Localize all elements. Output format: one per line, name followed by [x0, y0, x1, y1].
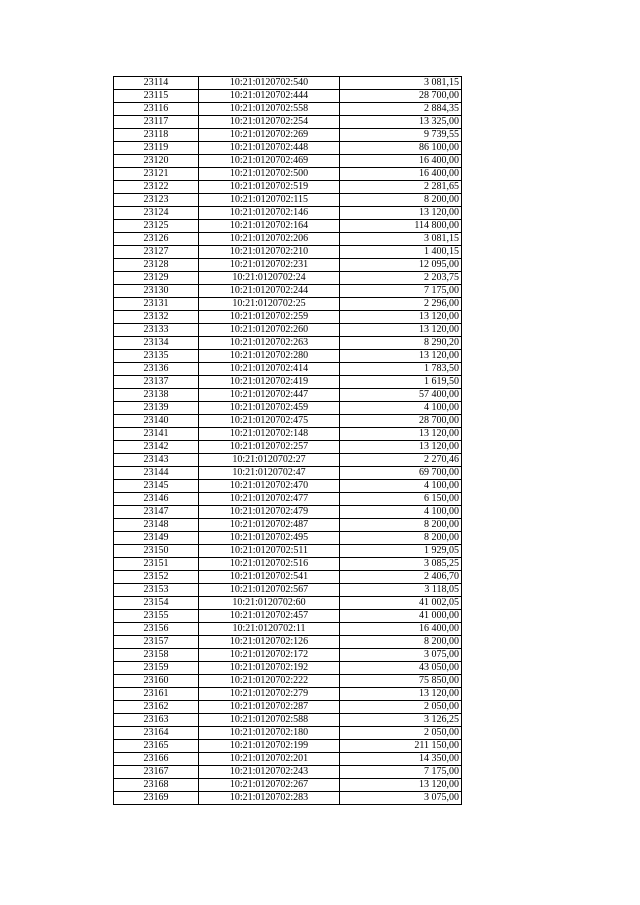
row-number-cell: 23166: [114, 753, 199, 766]
table-row: [114, 376, 462, 389]
row-number-cell: 23162: [114, 701, 199, 714]
cadastral-number-cell: 10:21:0120702:267: [199, 779, 340, 792]
cadastral-number-cell: 10:21:0120702:519: [199, 181, 340, 194]
value-cell: 13 325,00: [340, 116, 462, 129]
cadastral-number-cell: 10:21:0120702:457: [199, 610, 340, 623]
row-number-cell: 23156: [114, 623, 199, 636]
value-cell: 2 406,70: [340, 571, 462, 584]
value-cell: 6 150,00: [340, 493, 462, 506]
value-cell: 13 120,00: [340, 428, 462, 441]
table-row: [114, 558, 462, 571]
row-number-cell: 23146: [114, 493, 199, 506]
table-row: [114, 441, 462, 454]
cadastral-number-cell: 10:21:0120702:511: [199, 545, 340, 558]
value-cell: 57 400,00: [340, 389, 462, 402]
cadastral-number-cell: 10:21:0120702:477: [199, 493, 340, 506]
value-cell: 3 081,15: [340, 77, 462, 90]
table-row: [114, 207, 462, 220]
table-row: [114, 571, 462, 584]
table-row: [114, 532, 462, 545]
value-cell: 13 120,00: [340, 350, 462, 363]
value-cell: 41 000,00: [340, 610, 462, 623]
table-row: [114, 259, 462, 272]
cadastral-number-cell: 10:21:0120702:495: [199, 532, 340, 545]
table-row: [114, 766, 462, 779]
cadastral-number-cell: 10:21:0120702:444: [199, 90, 340, 103]
value-cell: 13 120,00: [340, 207, 462, 220]
table-row: [114, 246, 462, 259]
row-number-cell: 23128: [114, 259, 199, 272]
value-cell: 16 400,00: [340, 168, 462, 181]
row-number-cell: 23119: [114, 142, 199, 155]
table-row: [114, 272, 462, 285]
value-cell: 9 739,55: [340, 129, 462, 142]
row-number-cell: 23167: [114, 766, 199, 779]
row-number-cell: 23122: [114, 181, 199, 194]
value-cell: 2 296,00: [340, 298, 462, 311]
row-number-cell: 23123: [114, 194, 199, 207]
row-number-cell: 23158: [114, 649, 199, 662]
table-row: [114, 116, 462, 129]
value-cell: 12 095,00: [340, 259, 462, 272]
row-number-cell: 23169: [114, 792, 199, 805]
table-row: [114, 792, 462, 805]
table-row: [114, 649, 462, 662]
table-row: [114, 233, 462, 246]
row-number-cell: 23117: [114, 116, 199, 129]
row-number-cell: 23129: [114, 272, 199, 285]
value-cell: 4 100,00: [340, 506, 462, 519]
cadastral-number-cell: 10:21:0120702:287: [199, 701, 340, 714]
table-row: [114, 350, 462, 363]
value-cell: 43 050,00: [340, 662, 462, 675]
cadastral-number-cell: 10:21:0120702:283: [199, 792, 340, 805]
table-row: [114, 519, 462, 532]
row-number-cell: 23141: [114, 428, 199, 441]
value-cell: 1 619,50: [340, 376, 462, 389]
table-row: [114, 675, 462, 688]
row-number-cell: 23116: [114, 103, 199, 116]
table-row: [114, 90, 462, 103]
table-row: [114, 389, 462, 402]
row-number-cell: 23153: [114, 584, 199, 597]
cadastral-number-cell: 10:21:0120702:164: [199, 220, 340, 233]
value-cell: 16 400,00: [340, 623, 462, 636]
cadastral-number-cell: 10:21:0120702:244: [199, 285, 340, 298]
table-row: [114, 402, 462, 415]
table-row: [114, 623, 462, 636]
cadastral-number-cell: 10:21:0120702:419: [199, 376, 340, 389]
value-cell: 3 075,00: [340, 649, 462, 662]
cadastral-number-cell: 10:21:0120702:448: [199, 142, 340, 155]
cadastral-number-cell: 10:21:0120702:210: [199, 246, 340, 259]
row-number-cell: 23152: [114, 571, 199, 584]
table-row: [114, 428, 462, 441]
row-number-cell: 23155: [114, 610, 199, 623]
value-cell: 13 120,00: [340, 779, 462, 792]
row-number-cell: 23161: [114, 688, 199, 701]
row-number-cell: 23145: [114, 480, 199, 493]
cadastral-number-cell: 10:21:0120702:414: [199, 363, 340, 376]
row-number-cell: 23118: [114, 129, 199, 142]
value-cell: 2 050,00: [340, 727, 462, 740]
table-row: [114, 285, 462, 298]
value-cell: 28 700,00: [340, 90, 462, 103]
table-row: [114, 740, 462, 753]
row-number-cell: 23132: [114, 311, 199, 324]
cadastral-number-cell: 10:21:0120702:470: [199, 480, 340, 493]
row-number-cell: 23121: [114, 168, 199, 181]
value-cell: 1 783,50: [340, 363, 462, 376]
row-number-cell: 23131: [114, 298, 199, 311]
value-cell: 7 175,00: [340, 285, 462, 298]
row-number-cell: 23142: [114, 441, 199, 454]
value-cell: 8 200,00: [340, 636, 462, 649]
table-row: [114, 324, 462, 337]
table-row: [114, 610, 462, 623]
value-cell: 4 100,00: [340, 480, 462, 493]
cadastral-number-cell: 10:21:0120702:475: [199, 415, 340, 428]
value-cell: 3 085,25: [340, 558, 462, 571]
table-row: [114, 480, 462, 493]
table-row: [114, 467, 462, 480]
cadastral-number-cell: 10:21:0120702:11: [199, 623, 340, 636]
table-row: [114, 662, 462, 675]
cadastral-number-cell: 10:21:0120702:126: [199, 636, 340, 649]
cadastral-number-cell: 10:21:0120702:24: [199, 272, 340, 285]
table-row: [114, 779, 462, 792]
row-number-cell: 23150: [114, 545, 199, 558]
table-row: [114, 545, 462, 558]
row-number-cell: 23115: [114, 90, 199, 103]
table-row: [114, 142, 462, 155]
cadastral-number-cell: 10:21:0120702:259: [199, 311, 340, 324]
cadastral-number-cell: 10:21:0120702:172: [199, 649, 340, 662]
value-cell: 4 100,00: [340, 402, 462, 415]
table-row: [114, 103, 462, 116]
value-cell: 16 400,00: [340, 155, 462, 168]
cadastral-number-cell: 10:21:0120702:279: [199, 688, 340, 701]
cadastral-number-cell: 10:21:0120702:199: [199, 740, 340, 753]
table-row: [114, 194, 462, 207]
value-cell: 2 884,35: [340, 103, 462, 116]
row-number-cell: 23159: [114, 662, 199, 675]
value-cell: 211 150,00: [340, 740, 462, 753]
value-cell: 13 120,00: [340, 311, 462, 324]
cadastral-number-cell: 10:21:0120702:487: [199, 519, 340, 532]
row-number-cell: 23165: [114, 740, 199, 753]
row-number-cell: 23114: [114, 77, 199, 90]
cadastral-number-cell: 10:21:0120702:192: [199, 662, 340, 675]
value-cell: 1 929,05: [340, 545, 462, 558]
value-cell: 69 700,00: [340, 467, 462, 480]
value-cell: 8 200,00: [340, 194, 462, 207]
row-number-cell: 23137: [114, 376, 199, 389]
row-number-cell: 23160: [114, 675, 199, 688]
cadastral-number-cell: 10:21:0120702:469: [199, 155, 340, 168]
data-table: [113, 76, 462, 805]
cadastral-number-cell: 10:21:0120702:243: [199, 766, 340, 779]
row-number-cell: 23140: [114, 415, 199, 428]
row-number-cell: 23157: [114, 636, 199, 649]
table-row: [114, 714, 462, 727]
table-row: [114, 363, 462, 376]
cadastral-number-cell: 10:21:0120702:201: [199, 753, 340, 766]
table-row: [114, 155, 462, 168]
cadastral-number-cell: 10:21:0120702:516: [199, 558, 340, 571]
cadastral-number-cell: 10:21:0120702:500: [199, 168, 340, 181]
cadastral-number-cell: 10:21:0120702:280: [199, 350, 340, 363]
row-number-cell: 23120: [114, 155, 199, 168]
value-cell: 8 200,00: [340, 519, 462, 532]
value-cell: 13 120,00: [340, 324, 462, 337]
cadastral-number-cell: 10:21:0120702:269: [199, 129, 340, 142]
row-number-cell: 23144: [114, 467, 199, 480]
row-number-cell: 23135: [114, 350, 199, 363]
row-number-cell: 23130: [114, 285, 199, 298]
value-cell: 3 075,00: [340, 792, 462, 805]
cadastral-number-cell: 10:21:0120702:115: [199, 194, 340, 207]
cadastral-number-cell: 10:21:0120702:567: [199, 584, 340, 597]
table-row: [114, 493, 462, 506]
cadastral-number-cell: 10:21:0120702:206: [199, 233, 340, 246]
cadastral-number-cell: 10:21:0120702:257: [199, 441, 340, 454]
value-cell: 3 126,25: [340, 714, 462, 727]
row-number-cell: 23163: [114, 714, 199, 727]
value-cell: 8 290,20: [340, 337, 462, 350]
table-row: [114, 415, 462, 428]
value-cell: 3 118,05: [340, 584, 462, 597]
cadastral-number-cell: 10:21:0120702:459: [199, 402, 340, 415]
value-cell: 14 350,00: [340, 753, 462, 766]
row-number-cell: 23168: [114, 779, 199, 792]
value-cell: 28 700,00: [340, 415, 462, 428]
row-number-cell: 23138: [114, 389, 199, 402]
table-row: [114, 597, 462, 610]
row-number-cell: 23139: [114, 402, 199, 415]
table-row: [114, 77, 462, 90]
value-cell: 7 175,00: [340, 766, 462, 779]
row-number-cell: 23126: [114, 233, 199, 246]
cadastral-number-cell: 10:21:0120702:25: [199, 298, 340, 311]
table-body: [114, 77, 462, 805]
row-number-cell: 23148: [114, 519, 199, 532]
row-number-cell: 23147: [114, 506, 199, 519]
value-cell: 13 120,00: [340, 688, 462, 701]
cadastral-number-cell: 10:21:0120702:60: [199, 597, 340, 610]
row-number-cell: 23143: [114, 454, 199, 467]
table-row: [114, 584, 462, 597]
row-number-cell: 23151: [114, 558, 199, 571]
row-number-cell: 23149: [114, 532, 199, 545]
row-number-cell: 23125: [114, 220, 199, 233]
row-number-cell: 23136: [114, 363, 199, 376]
table-row: [114, 311, 462, 324]
cadastral-number-cell: 10:21:0120702:146: [199, 207, 340, 220]
table-row: [114, 168, 462, 181]
value-cell: 2 203,75: [340, 272, 462, 285]
row-number-cell: 23133: [114, 324, 199, 337]
cadastral-number-cell: 10:21:0120702:447: [199, 389, 340, 402]
row-number-cell: 23127: [114, 246, 199, 259]
cadastral-number-cell: 10:21:0120702:541: [199, 571, 340, 584]
value-cell: 41 002,05: [340, 597, 462, 610]
table-row: [114, 337, 462, 350]
table-row: [114, 181, 462, 194]
cadastral-number-cell: 10:21:0120702:263: [199, 337, 340, 350]
cadastral-number-cell: 10:21:0120702:588: [199, 714, 340, 727]
cadastral-number-cell: 10:21:0120702:479: [199, 506, 340, 519]
row-number-cell: 23124: [114, 207, 199, 220]
value-cell: 3 081,15: [340, 233, 462, 246]
table-row: [114, 454, 462, 467]
cadastral-number-cell: 10:21:0120702:260: [199, 324, 340, 337]
value-cell: 2 270,46: [340, 454, 462, 467]
table-row: [114, 727, 462, 740]
table-row: [114, 220, 462, 233]
cadastral-number-cell: 10:21:0120702:47: [199, 467, 340, 480]
value-cell: 75 850,00: [340, 675, 462, 688]
row-number-cell: 23154: [114, 597, 199, 610]
row-number-cell: 23164: [114, 727, 199, 740]
value-cell: 2 281,65: [340, 181, 462, 194]
cadastral-number-cell: 10:21:0120702:180: [199, 727, 340, 740]
cadastral-number-cell: 10:21:0120702:27: [199, 454, 340, 467]
table-row: [114, 688, 462, 701]
value-cell: 1 400,15: [340, 246, 462, 259]
row-number-cell: 23134: [114, 337, 199, 350]
cadastral-number-cell: 10:21:0120702:222: [199, 675, 340, 688]
cadastral-number-cell: 10:21:0120702:540: [199, 77, 340, 90]
table-row: [114, 701, 462, 714]
table-row: [114, 753, 462, 766]
value-cell: 86 100,00: [340, 142, 462, 155]
value-cell: 13 120,00: [340, 441, 462, 454]
value-cell: 114 800,00: [340, 220, 462, 233]
value-cell: 8 200,00: [340, 532, 462, 545]
table-row: [114, 129, 462, 142]
table-row: [114, 636, 462, 649]
cadastral-number-cell: 10:21:0120702:254: [199, 116, 340, 129]
cadastral-number-cell: 10:21:0120702:231: [199, 259, 340, 272]
cadastral-number-cell: 10:21:0120702:558: [199, 103, 340, 116]
cadastral-number-cell: 10:21:0120702:148: [199, 428, 340, 441]
table-row: [114, 506, 462, 519]
value-cell: 2 050,00: [340, 701, 462, 714]
table-row: [114, 298, 462, 311]
